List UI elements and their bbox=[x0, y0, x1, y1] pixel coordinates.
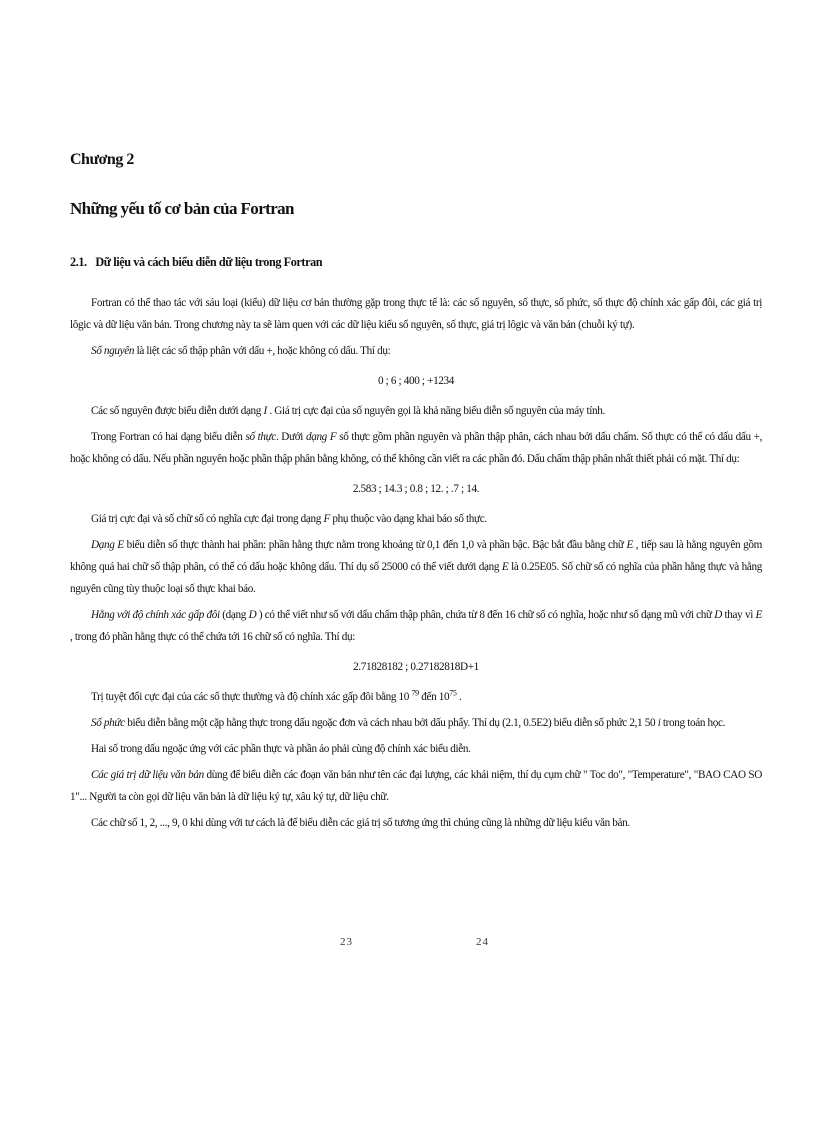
paragraph-magnitude: Trị tuyệt đối cực đại của các số thực thường và độ chính xác gấp đôi bằng 10 $^{79}$ đến $10^{75}$ . bbox=[91, 688, 462, 703]
term-double: Hằng với độ chính xác gấp đôi bbox=[91, 609, 220, 621]
paragraph-complex: Số phức biểu diễn bằng một cặp hằng thực trong dấu ngoặc đơn và cách nhau bởi dấu phẩy. Thí dụ (2.1, 0.5E2) biểu diễn số phức 2,1 50 i trong toán học. bbox=[91, 717, 726, 729]
paragraph-real-limits: Giá trị cực đại và số chữ số có nghĩa cực đại trong dạng F phụ thuộc vào dạng khai báo số thực. bbox=[91, 513, 487, 525]
example-double: 2.71828182 ; 0.27182818D+1 bbox=[353, 661, 479, 673]
paragraph-intro: Fortran có thể thao tác với sáu loại (kiểu) dữ liệu cơ bản thường gặp trong thực tế là: các số nguyên, số thực, số phức, số thực độ chính xác gấp đôi, các giá trị lôgic và dữ liệu văn bản. Trong chương này ta sẽ làm quen với các dữ liệu kiểu số nguyên, số thực, giá trị lôgic và văn bản (chuỗi ký tự). bbox=[70, 297, 762, 331]
paragraph-text-data: Các giá trị dữ liệu văn bản dùng để biểu diễn các đoạn văn bản như tên các đại lượng, các khái niệm, thí dụ cụm chữ " Toc do", "Temperature", "BAO CAO SO 1"... Người ta còn gọi dữ liệu văn bản là dữ liệu ký tự, xâu ký tự, dữ liệu chữ. bbox=[70, 769, 763, 803]
paragraph-double-precision: Hằng với độ chính xác gấp đôi (dạng D ) có thể viết như số với dấu chấm thập phân, chứa từ 8 đến 16 chữ số có nghĩa, hoặc như số dạng mũ với chữ D thay vì E , trong đó phần hằng thực có thể chứa tới 16 chữ số có nghĩa. Thí dụ: bbox=[70, 609, 762, 643]
term-complex: Số phức bbox=[91, 717, 125, 729]
paragraph-integer-form: Các số nguyên được biểu diễn dưới dạng I . Giá trị cực đại của số nguyên gọi là khả năng biểu diễn số nguyên của máy tính. bbox=[91, 405, 605, 417]
page-number-left: 23 bbox=[340, 936, 353, 948]
page-content bbox=[70, 148, 762, 834]
section-title: Dữ liệu và cách biểu diễn dữ liệu trong Fortran bbox=[95, 255, 323, 269]
paragraph-e-form: Dạng E biểu diễn số thực thành hai phần: phần hằng thực nằm trong khoảng từ 0,1 đến 1,0 và phần bậc. Bậc bắt đầu bằng chữ E , tiếp sau là hằng nguyên gồm không quá hai chữ số thập phân, có thể có dấu hoặc không dấu. Thí dụ số 25000 có thể viết dưới dạng E là 0.25E05. Số chữ số có nghĩa của phần hằng thực và hằng nguyên cũng tùy thuộc loại số thực khai báo. bbox=[70, 539, 762, 595]
chapter-title: Những yếu tố cơ bản của Fortran bbox=[70, 199, 294, 218]
paragraph-reals: Trong Fortran có hai dạng biểu diễn số thực. Dưới dạng F số thực gồm phần nguyên và phần thập phân, cách nhau bởi dấu chấm. Số thực có thể có dấu dấu +, hoặc không có dấu. Nếu phần nguyên hoặc phần thập phân bằng không, có thể không cần viết ra các phần đó. Dấu chấm thập phân nhất thiết phải có mặt. Thí dụ: bbox=[70, 431, 763, 465]
section-heading bbox=[70, 252, 762, 272]
paragraph-integers: Số nguyên là liệt các số thập phân với dấu +, hoặc không có dấu. Thí dụ: bbox=[91, 345, 391, 357]
term-text: Các giá trị dữ liệu văn bản bbox=[91, 769, 204, 781]
paragraph-digits: Các chữ số 1, 2, ..., 9, 0 khi dùng với tư cách là để biểu diễn các giá trị số tương ứng thì chúng cũng là những dữ liệu kiểu văn bản. bbox=[91, 817, 630, 829]
page-number-right: 24 bbox=[476, 936, 489, 948]
chapter-heading: Chương 2 bbox=[70, 151, 134, 168]
section-number: 2.1. bbox=[70, 255, 87, 269]
example-integers: 0 ; 6 ; 400 ; +1234 bbox=[377, 375, 455, 387]
paragraph-complex-precision: Hai số trong dấu ngoặc ứng với các phần thực và phần ảo phải cùng độ chính xác biểu diễn. bbox=[91, 743, 471, 755]
term-e-form: Dạng E bbox=[91, 539, 124, 551]
example-reals: 2.583 ; 14.3 ; 0.8 ; 12. ; .7 ; 14. bbox=[352, 483, 480, 495]
term-integer: Số nguyên bbox=[91, 345, 135, 357]
term-real: số thực bbox=[245, 431, 276, 443]
